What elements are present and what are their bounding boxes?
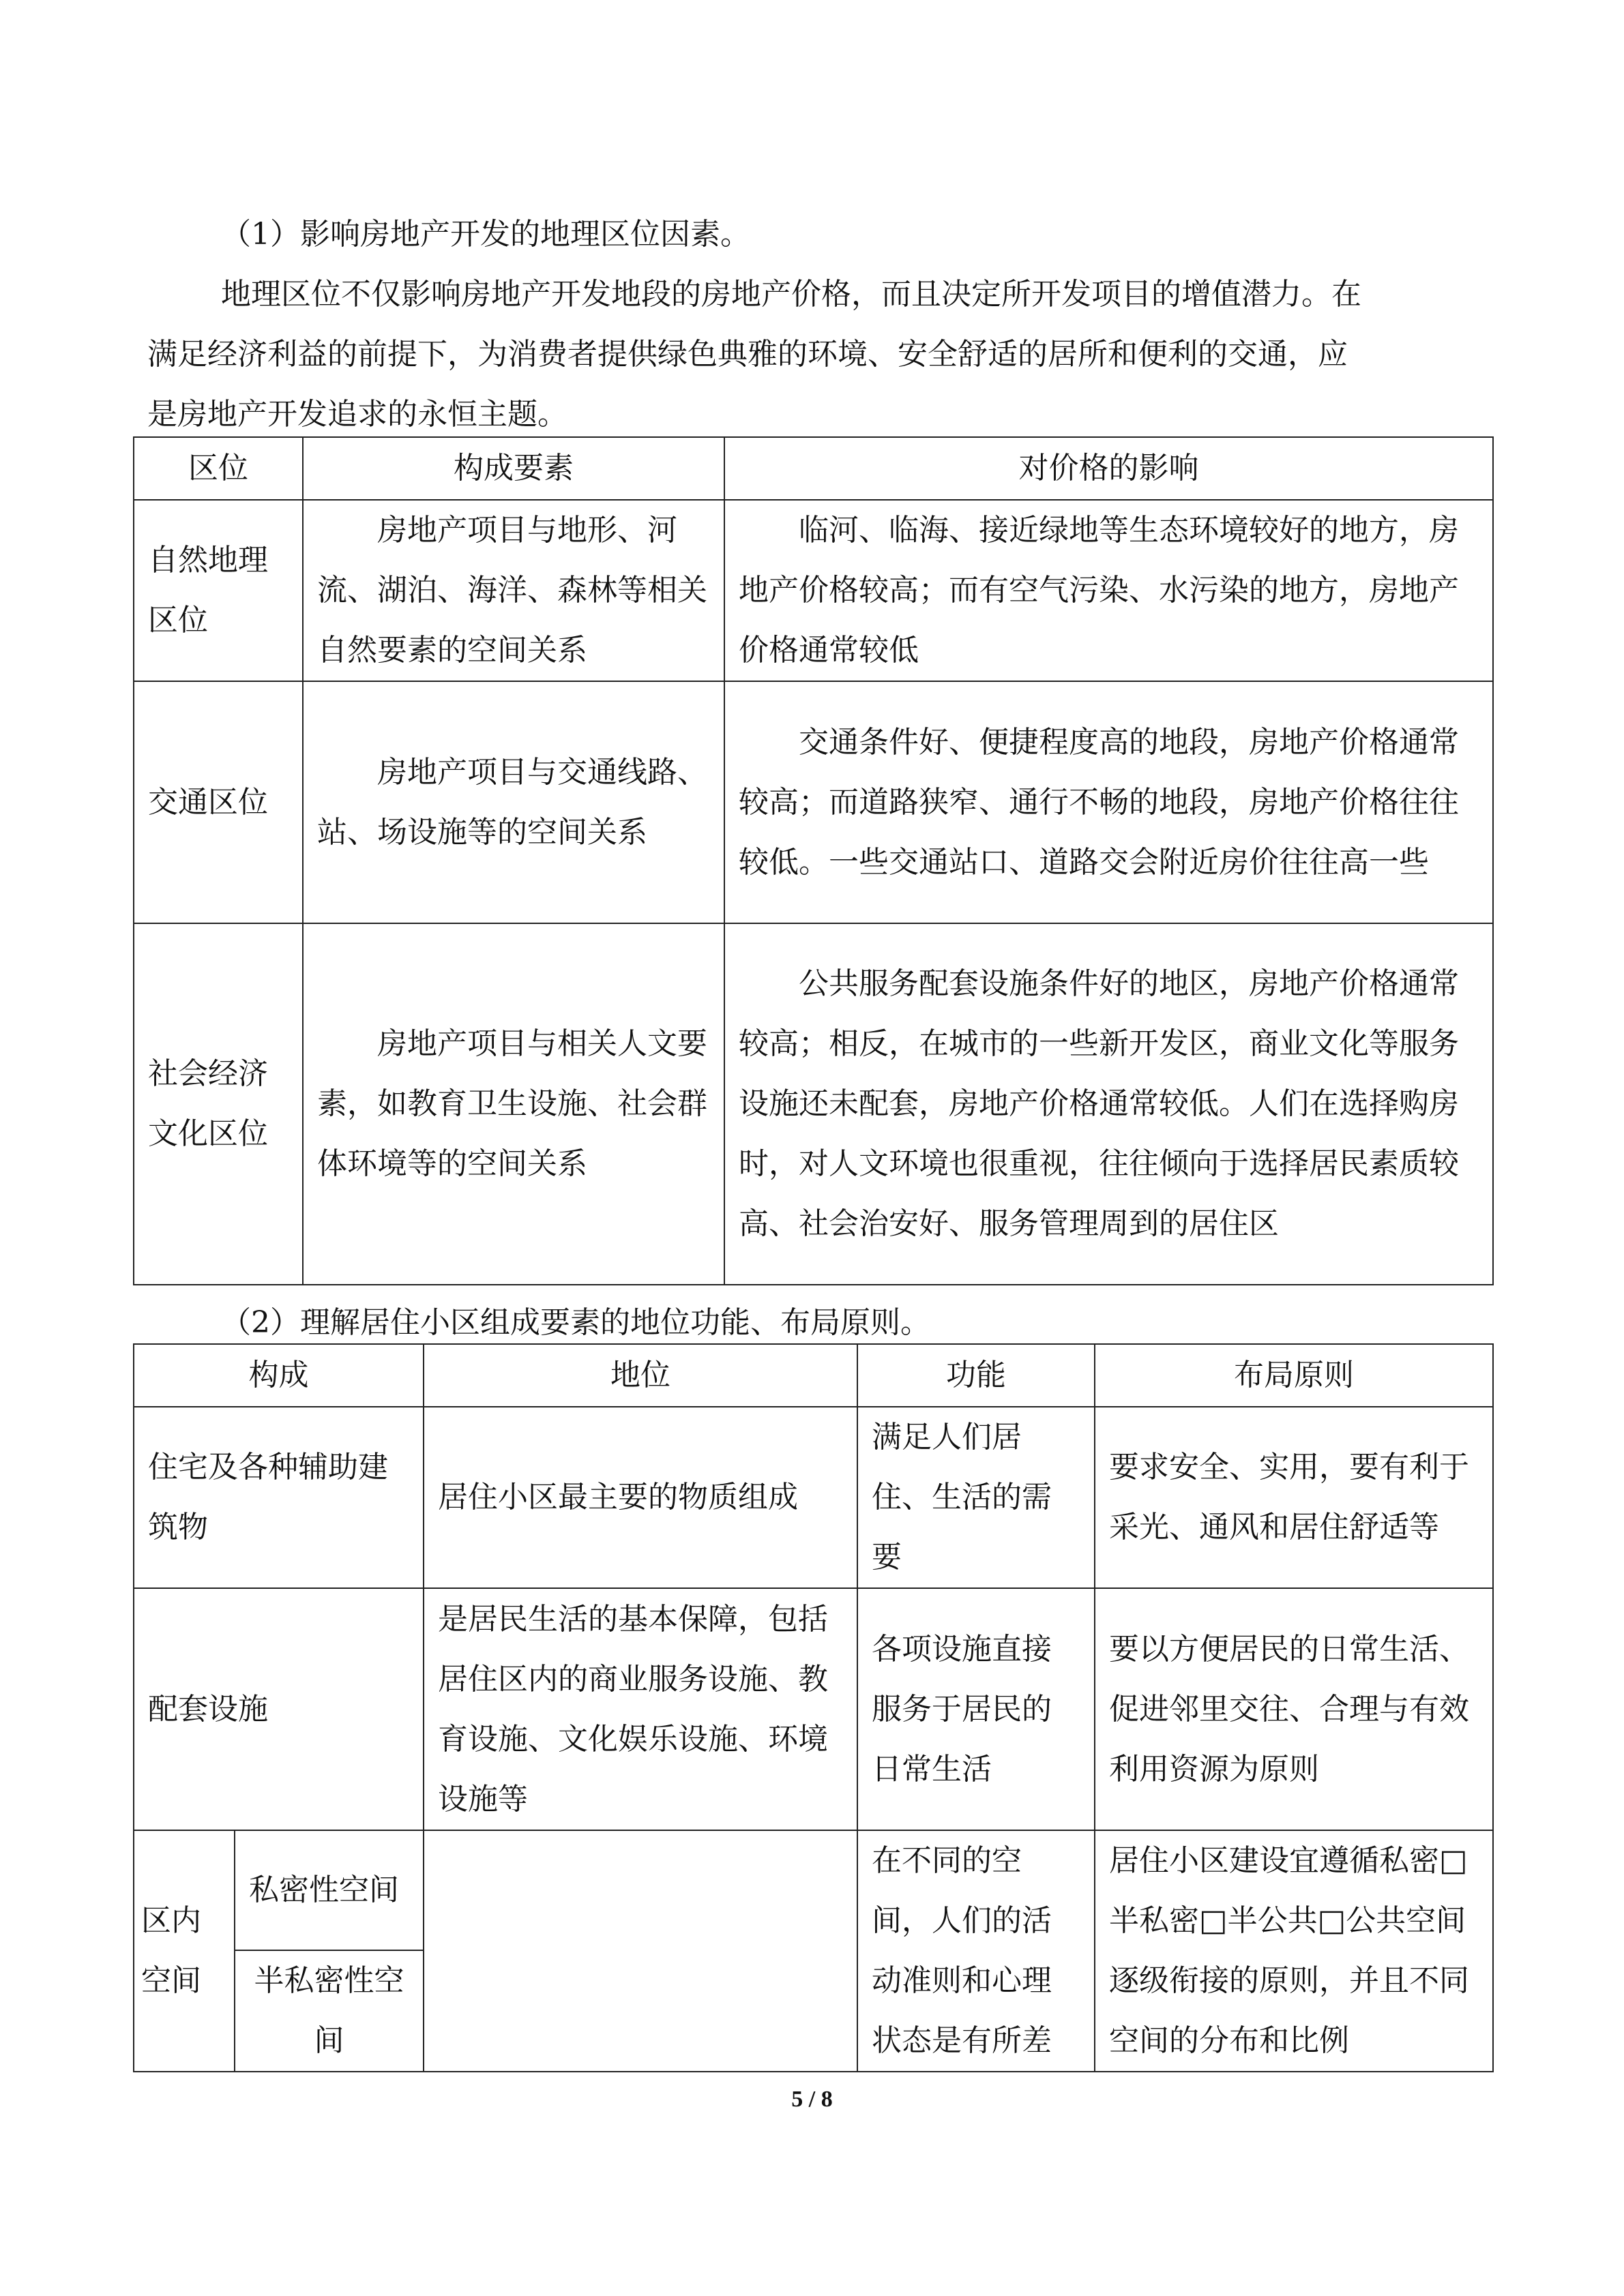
header-impact: 对价格的影响 [724, 437, 1493, 500]
table-row [134, 1407, 1493, 1588]
header-principle: 布局原则 [1095, 1344, 1493, 1407]
header-status: 地位 [424, 1344, 857, 1407]
component-cell: 配套设施 [134, 1588, 424, 1830]
table-header-row [134, 437, 1493, 500]
location-cell: 社会经济文化区位 [134, 923, 303, 1285]
table-header-row [134, 1344, 1493, 1407]
impact-cell: 临河、临海、接近绿地等生态环境较好的地方，房地产价格较高；而有空气污染、水污染的地方，房地产价格通常较低 [724, 500, 1493, 681]
table-row [134, 681, 1493, 923]
location-factors-table [133, 436, 1494, 1285]
community-elements-table [133, 1343, 1494, 2072]
private-space-cell: 私密性空间 [235, 1830, 424, 1950]
elements-cell: 房地产项目与地形、河流、湖泊、海洋、森林等相关自然要素的空间关系 [303, 500, 724, 681]
section2-heading: （2）理解居住小区组成要素的地位功能、布局原则。 [221, 1305, 930, 1340]
header-function: 功能 [857, 1344, 1095, 1407]
function-cell: 满足人们居住、生活的需要 [857, 1407, 1095, 1588]
section1-paragraph-line: 满足经济利益的前提下，为消费者提供绿色典雅的环境、安全舒适的居所和便利的交通，应 [147, 337, 1348, 372]
header-component: 构成 [134, 1344, 424, 1407]
elements-cell: 房地产项目与相关人文要素，如教育卫生设施、社会群体环境等的空间关系 [303, 923, 724, 1285]
table-row [134, 923, 1493, 1285]
section1-paragraph-line: 是房地产开发追求的永恒主题。 [147, 397, 567, 432]
status-cell: 是居民生活的基本保障，包括居住区内的商业服务设施、教育设施、文化娱乐设施、环境设施等 [424, 1588, 857, 1830]
section1-heading: （1）影响房地产开发的地理区位因素。 [221, 217, 750, 252]
page-number: 5 / 8 [791, 2087, 833, 2112]
principle-cell: 要求安全、实用，要有利于采光、通风和居住舒适等 [1095, 1407, 1493, 1588]
status-cell [424, 1830, 857, 2072]
principle-cell: 要以方便居民的日常生活、促进邻里交往、合理与有效利用资源为原则 [1095, 1588, 1493, 1830]
space-group-cell: 区内空间 [134, 1830, 235, 2072]
function-cell: 各项设施直接服务于居民的日常生活 [857, 1588, 1095, 1830]
header-location: 区位 [134, 437, 303, 500]
semi-private-space-cell: 半私密性空间 [235, 1950, 424, 2072]
principle-cell: 居住小区建设宜遵循私密□半私密□半公共□公共空间逐级衔接的原则，并且不同空间的分布和比例 [1095, 1830, 1493, 2072]
table-row [134, 1588, 1493, 1830]
header-elements: 构成要素 [303, 437, 724, 500]
table-row [134, 500, 1493, 681]
status-cell: 居住小区最主要的物质组成 [424, 1407, 857, 1588]
location-cell: 交通区位 [134, 681, 303, 923]
elements-cell: 房地产项目与交通线路、站、场设施等的空间关系 [303, 681, 724, 923]
component-cell: 住宅及各种辅助建筑物 [134, 1407, 424, 1588]
impact-cell: 公共服务配套设施条件好的地区，房地产价格通常较高；相反，在城市的一些新开发区，商业文化等服务设施还未配套，房地产价格通常较低。人们在选择购房时，对人文环境也很重视，往往倾向于选择居民素质较高、社会治安好、服务管理周到的居住区 [724, 923, 1493, 1285]
impact-cell: 交通条件好、便捷程度高的地段，房地产价格通常较高；而道路狭窄、通行不畅的地段，房地产价格往往较低。一些交通站口、道路交会附近房价往往高一些 [724, 681, 1493, 923]
function-cell: 在不同的空间，人们的活动准则和心理状态是有所差 [857, 1830, 1095, 2072]
table-row [134, 1830, 1493, 1950]
location-cell: 自然地理区位 [134, 500, 303, 681]
section1-paragraph-line: 地理区位不仅影响房地产开发地段的房地产价格，而且决定所开发项目的增值潜力。在 [221, 277, 1361, 312]
